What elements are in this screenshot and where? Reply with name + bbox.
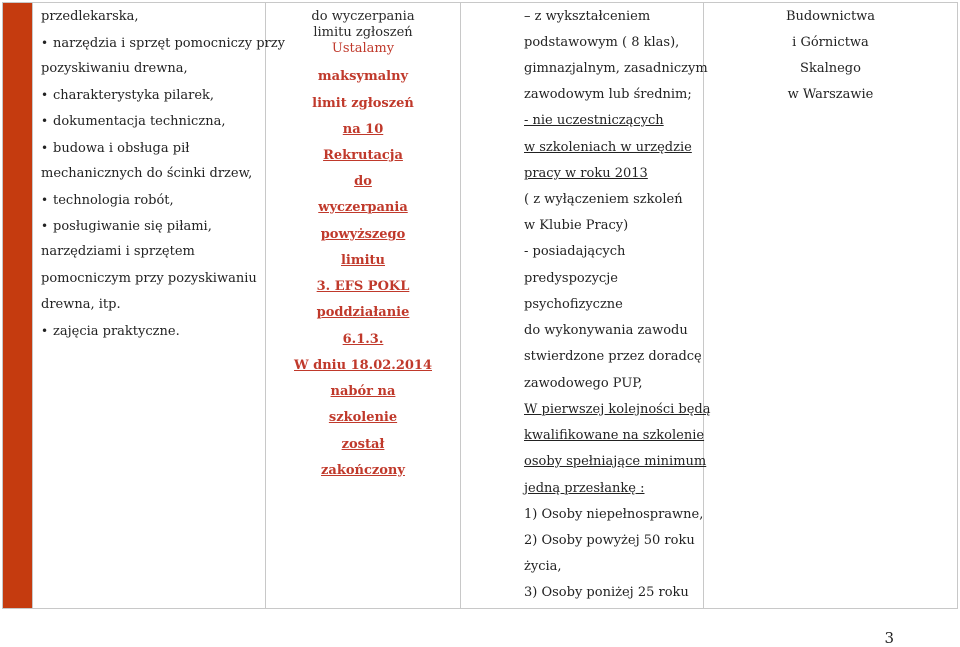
organizer-column bbox=[704, 3, 957, 608]
eligibility-line: – z wykształceniem bbox=[524, 9, 651, 24]
recruitment-line: wyczerpania bbox=[318, 200, 408, 215]
limit-line: na 10 bbox=[342, 122, 384, 137]
enrollment-line: W dniu 18.02.2014 bbox=[294, 358, 432, 373]
recruitment-line: Rekrutacja bbox=[323, 148, 403, 163]
priority-item: 2) Osoby powyżej 50 roku bbox=[524, 533, 695, 548]
recruitment-line: do bbox=[354, 174, 372, 189]
priority-line: jedną przesłankę : bbox=[524, 481, 645, 496]
program-bullet: • zajęcia praktyczne. bbox=[41, 323, 180, 340]
recruitment-column bbox=[266, 3, 461, 608]
program-bullet: • posługiwanie się piłami, bbox=[41, 218, 212, 235]
eligibility-line: zawodowym lub średnim; bbox=[524, 87, 692, 102]
enrollment-line: szkolenie bbox=[328, 410, 398, 425]
eligibility-line: do wykonywania zawodu bbox=[524, 323, 688, 338]
eligibility-line: - nie uczestniczących bbox=[524, 113, 664, 128]
organizer-line: i Górnictwa bbox=[792, 35, 869, 50]
program-line: drewna, itp. bbox=[41, 297, 121, 312]
organizer-line: Skalnego bbox=[800, 61, 861, 76]
page-number: 3 bbox=[884, 629, 894, 647]
organizer-line: w Warszawie bbox=[787, 87, 874, 102]
program-bullet: • narzędzia i sprzęt pomocniczy przy bbox=[41, 35, 285, 52]
enrollment-line: został bbox=[341, 437, 385, 452]
priority-item: 1) Osoby niepełnosprawne, bbox=[524, 507, 704, 522]
eligibility-column bbox=[461, 3, 711, 608]
program-bullet: • technologia robót, bbox=[41, 192, 174, 209]
enrollment-line: zakończony bbox=[321, 463, 405, 478]
course-program-column bbox=[33, 3, 285, 608]
recruitment-line: poddziałanie bbox=[316, 305, 410, 320]
enrollment-line: nabór na bbox=[330, 384, 396, 399]
priority-line: kwalifikowane na szkolenie bbox=[524, 428, 705, 443]
priority-line: osoby spełniające minimum bbox=[524, 454, 707, 469]
eligibility-line: ( z wyłączeniem szkoleń bbox=[524, 192, 683, 207]
program-line: narzędziami i sprzętem bbox=[41, 244, 195, 259]
limit-line: maksymalny bbox=[317, 69, 409, 84]
priority-item: życia, bbox=[524, 559, 562, 574]
recruitment-line: limitu bbox=[340, 253, 386, 268]
eligibility-line: podstawowym ( 8 klas), bbox=[524, 35, 680, 50]
priority-item: 3) Osoby poniżej 25 roku bbox=[524, 585, 689, 600]
eligibility-line: predyspozycje bbox=[524, 271, 618, 286]
organizer-line: Budownictwa bbox=[785, 9, 876, 24]
eligibility-line: w szkoleniach w urzędzie bbox=[524, 140, 692, 155]
program-bullet: • dokumentacja techniczna, bbox=[41, 113, 225, 130]
recruitment-line: powyższego bbox=[320, 227, 406, 242]
accent-column bbox=[3, 3, 33, 608]
program-bullet: • budowa i obsługa pił bbox=[41, 140, 189, 157]
limit-line: Ustalamy bbox=[331, 41, 395, 56]
limit-line: do wyczerpania bbox=[311, 9, 415, 24]
program-line: przedlekarska, bbox=[41, 9, 139, 24]
program-line: pozyskiwaniu drewna, bbox=[41, 61, 188, 76]
eligibility-line: w Klubie Pracy) bbox=[524, 218, 629, 233]
document-table bbox=[2, 2, 958, 609]
priority-line: W pierwszej kolejności będą bbox=[524, 402, 711, 417]
eligibility-line: psychofizyczne bbox=[524, 297, 623, 312]
eligibility-line: - posiadających bbox=[524, 244, 626, 259]
eligibility-line: pracy w roku 2013 bbox=[524, 166, 648, 181]
program-line: mechanicznych do ścinki drzew, bbox=[41, 166, 253, 181]
eligibility-line: stwierdzone przez doradcę bbox=[524, 349, 702, 364]
recruitment-line: 3. EFS POKL bbox=[316, 279, 410, 294]
program-bullet: • charakterystyka pilarek, bbox=[41, 87, 214, 104]
limit-line: limit zgłoszeń bbox=[312, 96, 414, 111]
eligibility-line: zawodowego PUP, bbox=[524, 376, 643, 391]
recruitment-line: 6.1.3. bbox=[342, 332, 384, 347]
program-line: pomocniczym przy pozyskiwaniu bbox=[41, 271, 257, 286]
limit-line: limitu zgłoszeń bbox=[313, 25, 413, 40]
eligibility-line: gimnazjalnym, zasadniczym bbox=[524, 61, 708, 76]
